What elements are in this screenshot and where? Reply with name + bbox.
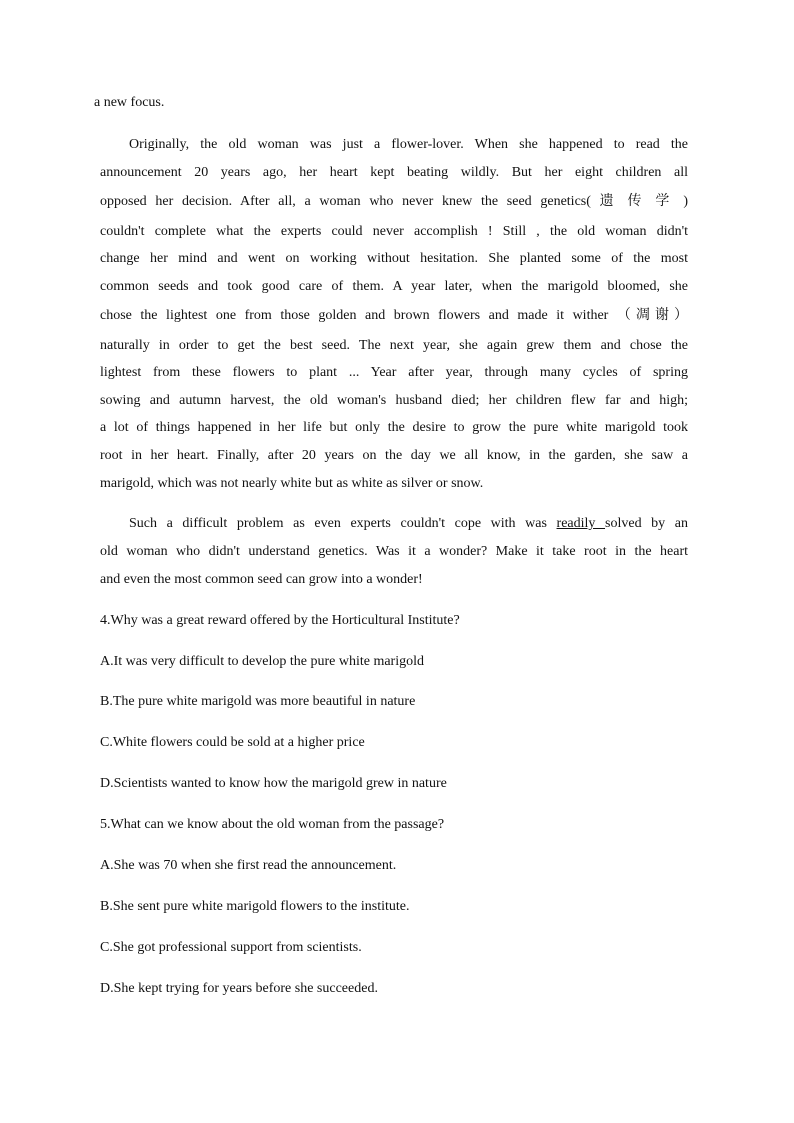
answer-option: C.She got professional support from scientists. [100,940,362,955]
answer-option: A.It was very difficult to develop the pure white marigold [100,654,424,669]
passage-line: a lot of things happened in her life but only the desire to grow the pure white marigold took [100,420,688,435]
text-segment: Such a difficult problem as even experts couldn't cope with was [129,516,557,531]
passage-line: naturally in order to get the best seed. The next year, she again grew them and chose the [100,338,688,353]
passage-line: marigold, which was not nearly white but as white as silver or snow. [100,476,484,491]
passage-line: chose the lightest one from those golden and brown flowers and made it wither （凋谢） [100,308,688,323]
passage-line: announcement 20 years ago, her heart kept beating wildly. But her eight children all [100,165,688,180]
passage-line: couldn't complete what the experts could never accomplish ! Still , the old woman didn't [100,224,688,239]
passage-line: sowing and autumn harvest, the old woman's husband died; her children flew far and high; [100,393,688,408]
passage-line: Originally, the old woman was just a flower-lover. When she happened to read the [129,137,688,152]
answer-option: B.The pure white marigold was more beautiful in nature [100,694,416,709]
passage-line [129,515,688,533]
passage-line: and even the most common seed can grow into a wonder! [100,572,423,587]
question-stem: 4.Why was a great reward offered by the Horticultural Institute? [100,613,460,628]
passage-line: change her mind and went on working without hesitation. She planted some of the most [100,251,688,266]
underlined-word: readily [556,516,606,531]
answer-option: D.She kept trying for years before she succeeded. [100,981,378,996]
text-segment: solved by an [605,516,688,531]
passage-line: opposed her decision. After all, a woman who never knew the seed genetics( 遗 传 学 ) [100,194,688,209]
passage-line: common seeds and took good care of them. A year later, when the marigold bloomed, she [100,279,688,294]
passage-line: old woman who didn't understand genetics. Was it a wonder? Make it take root in the heart [100,544,688,559]
passage-line: a new focus. [94,95,165,110]
answer-option: A.She was 70 when she first read the announcement. [100,858,397,873]
answer-option: C.White flowers could be sold at a higher price [100,735,365,750]
passage-line: root in her heart. Finally, after 20 years on the day we all know, in the garden, she saw a [100,448,688,463]
question-stem: 5.What can we know about the old woman from the passage? [100,817,445,832]
passage-line: lightest from these flowers to plant ... Year after year, through many cycles of spring [100,365,688,380]
answer-option: D.Scientists wanted to know how the marigold grew in nature [100,776,447,791]
answer-option: B.She sent pure white marigold flowers to the institute. [100,899,410,914]
